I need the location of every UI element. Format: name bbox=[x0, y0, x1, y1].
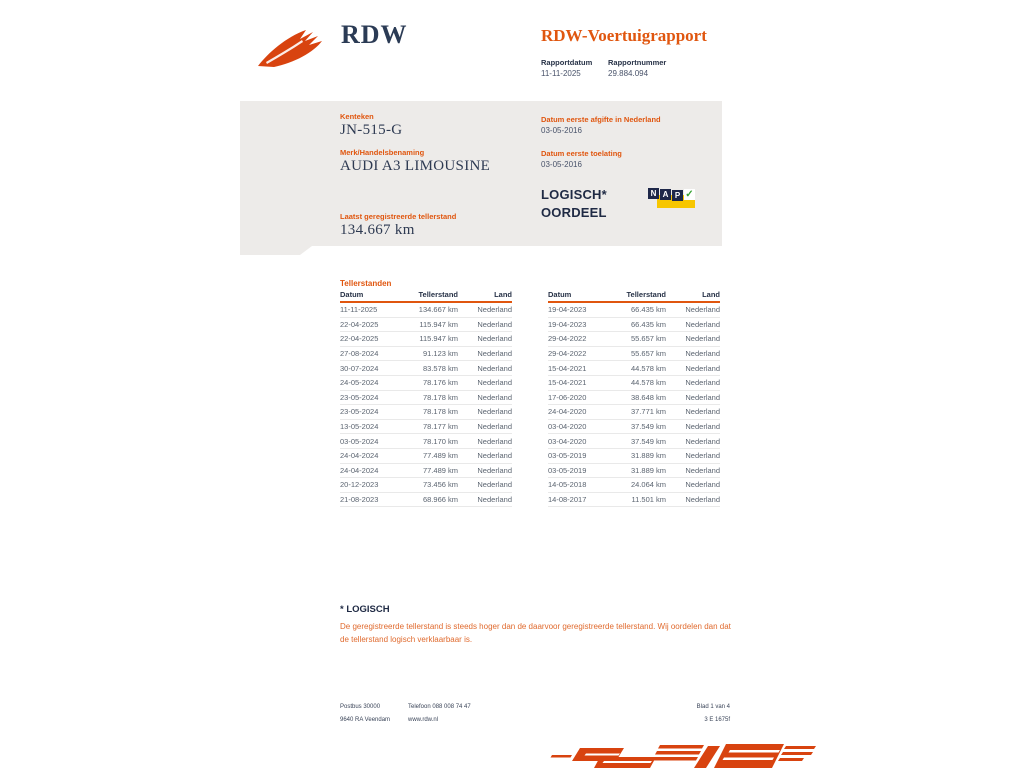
table-row bbox=[548, 434, 720, 449]
table-cell: Nederland bbox=[477, 495, 512, 505]
table-row bbox=[340, 347, 512, 362]
nap-letter-p: P bbox=[672, 190, 683, 201]
table-cell: Nederland bbox=[477, 407, 512, 417]
table-cell: 91.123 km bbox=[422, 349, 458, 359]
table-body bbox=[340, 303, 512, 507]
table-cell: Nederland bbox=[477, 378, 512, 388]
col-header-datum: Datum bbox=[340, 290, 364, 299]
table-cell: 29-04-2022 bbox=[548, 349, 587, 359]
footer-phone: Telefoon 088 008 74 47 bbox=[408, 704, 471, 710]
table-row bbox=[340, 376, 512, 391]
footer-website: www.rdw.nl bbox=[408, 717, 439, 723]
table-row bbox=[548, 361, 720, 376]
table-cell: 17-06-2020 bbox=[548, 392, 587, 402]
table-cell: 19-04-2023 bbox=[548, 319, 587, 329]
table-cell: 77.489 km bbox=[422, 465, 458, 475]
table-row bbox=[548, 303, 720, 318]
table-row bbox=[340, 434, 512, 449]
table-cell: 78.177 km bbox=[422, 422, 458, 432]
table-row bbox=[340, 332, 512, 347]
table-row bbox=[340, 420, 512, 435]
table-row bbox=[340, 303, 512, 318]
report-date-label: Rapportdatum bbox=[541, 58, 593, 67]
table-row bbox=[548, 420, 720, 435]
table-row bbox=[548, 478, 720, 493]
col-header-datum: Datum bbox=[548, 290, 572, 299]
footer-page-number: Blad 1 van 4 bbox=[696, 704, 730, 710]
table-cell: Nederland bbox=[477, 392, 512, 402]
table-row bbox=[340, 449, 512, 464]
footer-address bbox=[340, 701, 390, 727]
table-cell: 73.456 km bbox=[422, 480, 458, 490]
tellerstand-label: Laatst geregistreerde tellerstand bbox=[340, 212, 457, 221]
table-cell: 115.947 km bbox=[419, 334, 458, 344]
table-cell: 31.889 km bbox=[630, 451, 666, 461]
table-cell: 134.667 km bbox=[418, 305, 458, 315]
table-cell: Nederland bbox=[685, 319, 720, 329]
col-header-tellerstand: Tellerstand bbox=[626, 290, 666, 299]
table-cell: 22-04-2025 bbox=[340, 334, 379, 344]
table-row bbox=[340, 405, 512, 420]
table-cell: 23-05-2024 bbox=[340, 407, 379, 417]
nap-letter-a: A bbox=[660, 189, 671, 200]
table-cell: 21-08-2023 bbox=[340, 495, 379, 505]
table-cell: 24-04-2020 bbox=[548, 407, 587, 417]
table-body bbox=[548, 303, 720, 507]
table-cell: Nederland bbox=[477, 319, 512, 329]
note-text: De geregistreerde tellerstand is steeds hoger dan de daarvoor geregistreerde tellerstand. Wij oordelen dan dat de tellerstand logisch verklaarbaar is. bbox=[340, 622, 731, 644]
table-cell: 37.549 km bbox=[630, 422, 666, 432]
table-cell: 24-04-2024 bbox=[340, 465, 379, 475]
table-cell: Nederland bbox=[477, 349, 512, 359]
table-row bbox=[548, 405, 720, 420]
table-cell: 22-04-2025 bbox=[340, 319, 379, 329]
table-row bbox=[340, 493, 512, 508]
table-row bbox=[548, 464, 720, 479]
merk-label: Merk/Handelsbenaming bbox=[340, 148, 425, 157]
note-heading: * LOGISCH bbox=[340, 604, 390, 615]
table-cell: 68.966 km bbox=[422, 495, 458, 505]
table-cell: Nederland bbox=[685, 305, 720, 315]
table-cell: Nederland bbox=[685, 465, 720, 475]
table-row bbox=[548, 493, 720, 508]
oordeel-line2: OORDEEL bbox=[541, 205, 607, 220]
table-cell: 77.489 km bbox=[422, 451, 458, 461]
table-cell: Nederland bbox=[685, 422, 720, 432]
table-cell: 24.064 km bbox=[630, 480, 666, 490]
table-cell: Nederland bbox=[685, 407, 720, 417]
footer-page-info bbox=[600, 701, 730, 727]
report-title: RDW-Voertuigrapport bbox=[541, 26, 707, 45]
table-row bbox=[548, 391, 720, 406]
report-date-value: 11-11-2025 bbox=[541, 69, 581, 78]
table-cell: 55.657 km bbox=[630, 334, 666, 344]
table-row bbox=[548, 449, 720, 464]
table-row bbox=[340, 361, 512, 376]
table-cell: 78.178 km bbox=[422, 407, 458, 417]
table-cell: 15-04-2021 bbox=[548, 378, 587, 388]
table-row bbox=[340, 391, 512, 406]
footer-address-line1: Postbus 30000 bbox=[340, 704, 381, 710]
table-cell: 03-05-2019 bbox=[548, 451, 587, 461]
kenteken-label: Kenteken bbox=[340, 112, 374, 121]
table-cell: 20-12-2023 bbox=[340, 480, 379, 490]
eerste-toelating-label: Datum eerste toelating bbox=[541, 149, 622, 158]
table-cell: 13-05-2024 bbox=[340, 422, 379, 432]
report-number-label: Rapportnummer bbox=[608, 58, 667, 67]
table-cell: Nederland bbox=[477, 451, 512, 461]
table-cell: 15-04-2021 bbox=[548, 363, 587, 373]
table-cell: Nederland bbox=[685, 378, 720, 388]
tellerstanden-title: Tellerstanden bbox=[340, 279, 392, 288]
eerste-afgifte-value: 03-05-2016 bbox=[541, 126, 582, 135]
rdw-logo-text: RDW bbox=[341, 20, 408, 49]
table-cell: 03-04-2020 bbox=[548, 436, 587, 446]
rdw-wing-footer-graphic bbox=[540, 740, 820, 768]
vehicle-summary-panel bbox=[240, 101, 722, 255]
table-cell: Nederland bbox=[477, 480, 512, 490]
nap-checkmark-icon: ✓ bbox=[685, 189, 694, 200]
table-cell: 38.648 km bbox=[630, 392, 666, 402]
tellerstand-value: 134.667 km bbox=[340, 222, 415, 238]
col-header-tellerstand: Tellerstand bbox=[418, 290, 458, 299]
table-row bbox=[340, 464, 512, 479]
table-cell: Nederland bbox=[477, 334, 512, 344]
oordeel-line1: LOGISCH* bbox=[541, 187, 607, 202]
table-cell: 78.170 km bbox=[422, 436, 458, 446]
table-cell: Nederland bbox=[477, 436, 512, 446]
table-cell: 66.435 km bbox=[630, 319, 666, 329]
table-row bbox=[340, 478, 512, 493]
table-row bbox=[340, 318, 512, 333]
table-header-row bbox=[548, 292, 720, 303]
table-cell: Nederland bbox=[685, 334, 720, 344]
table-row bbox=[548, 332, 720, 347]
table-cell: Nederland bbox=[477, 363, 512, 373]
table-cell: Nederland bbox=[685, 392, 720, 402]
panel-bottom-notch bbox=[300, 246, 722, 255]
table-row bbox=[548, 318, 720, 333]
eerste-afgifte-label: Datum eerste afgifte in Nederland bbox=[541, 115, 661, 124]
table-cell: 44.578 km bbox=[630, 363, 666, 373]
table-cell: 24-05-2024 bbox=[340, 378, 379, 388]
table-cell: Nederland bbox=[477, 422, 512, 432]
table-row bbox=[548, 347, 720, 362]
table-cell: Nederland bbox=[685, 451, 720, 461]
tellerstanden-table-left bbox=[340, 292, 512, 507]
table-cell: 37.771 km bbox=[630, 407, 666, 417]
table-cell: 03-05-2024 bbox=[340, 436, 379, 446]
table-cell: 37.549 km bbox=[630, 436, 666, 446]
table-cell: 03-04-2020 bbox=[548, 422, 587, 432]
table-cell: 14-05-2018 bbox=[548, 480, 587, 490]
table-cell: 66.435 km bbox=[630, 305, 666, 315]
table-cell: 83.578 km bbox=[422, 363, 458, 373]
nap-letter-n: N bbox=[648, 188, 659, 199]
table-cell: 24-04-2024 bbox=[340, 451, 379, 461]
report-number-value: 29.884.094 bbox=[608, 69, 649, 78]
table-cell: 55.657 km bbox=[630, 349, 666, 359]
table-cell: 23-05-2024 bbox=[340, 392, 379, 402]
kenteken-value: JN-515-G bbox=[340, 122, 403, 138]
table-cell: Nederland bbox=[685, 363, 720, 373]
footer-address-line2: 9640 RA Veendam bbox=[340, 717, 391, 723]
table-cell: Nederland bbox=[477, 305, 512, 315]
table-cell: 44.578 km bbox=[630, 378, 666, 388]
table-cell: Nederland bbox=[685, 349, 720, 359]
table-cell: 11-11-2025 bbox=[340, 305, 378, 315]
table-cell: 78.178 km bbox=[422, 392, 458, 402]
table-cell: Nederland bbox=[685, 495, 720, 505]
table-cell: 03-05-2019 bbox=[548, 465, 587, 475]
col-header-land: Land bbox=[702, 290, 720, 299]
table-cell: 31.889 km bbox=[630, 465, 666, 475]
table-cell: 27-08-2024 bbox=[340, 349, 379, 359]
table-cell: 29-04-2022 bbox=[548, 334, 587, 344]
table-cell: Nederland bbox=[477, 465, 512, 475]
tellerstanden-table-right bbox=[548, 292, 720, 507]
merk-value: AUDI A3 LIMOUSINE bbox=[340, 158, 491, 174]
col-header-land: Land bbox=[494, 290, 512, 299]
table-cell: 30-07-2024 bbox=[340, 363, 379, 373]
table-cell: 11.501 km bbox=[631, 495, 666, 505]
eerste-toelating-value: 03-05-2016 bbox=[541, 160, 582, 169]
nap-logo bbox=[648, 186, 696, 210]
footer-contact bbox=[408, 701, 471, 727]
table-header-row bbox=[340, 292, 512, 303]
table-cell: 14-08-2017 bbox=[548, 495, 587, 505]
rdw-wing-logo-icon bbox=[256, 22, 336, 72]
table-cell: Nederland bbox=[685, 480, 720, 490]
table-cell: 19-04-2023 bbox=[548, 305, 587, 315]
oordeel-verdict bbox=[541, 186, 607, 222]
table-cell: Nederland bbox=[685, 436, 720, 446]
table-row bbox=[548, 376, 720, 391]
footer-form-code: 3 E 1675f bbox=[704, 717, 730, 723]
table-cell: 115.947 km bbox=[419, 319, 458, 329]
table-cell: 78.176 km bbox=[422, 378, 458, 388]
